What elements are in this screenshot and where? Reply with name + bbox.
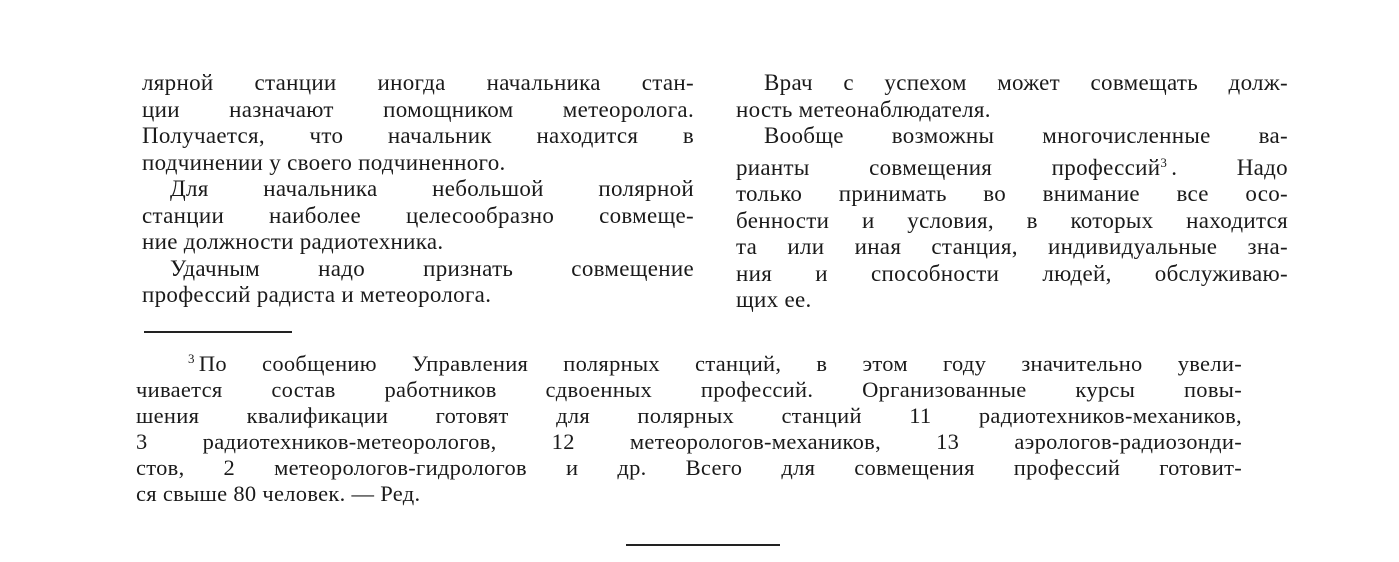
footnote-line — [136, 346, 1242, 377]
text-line: Удачным надо признать совмещение — [170, 255, 694, 281]
text-line: Получается, что начальник находится в — [142, 123, 694, 148]
text-line: Врач с успехом может совмещать долж- — [764, 70, 1288, 95]
text-line: бенности и условия, в которых находится — [736, 207, 1288, 233]
footnote-line: чивается состав работников сдвоенных профессий. Организованные курсы повы- — [136, 377, 1242, 402]
footnote-line: 3 радиотехников-метеорологов, 12 метеорологов-механиков, 13 аэрологов-радиозонди- — [136, 429, 1242, 454]
footnote-marker: 3 — [188, 351, 195, 366]
text-line: профессий радиста и метеоролога. — [142, 282, 492, 307]
text-line: ния и способности людей, обслуживаю- — [736, 260, 1288, 286]
text-line: лярной станции иногда начальника стан- — [142, 70, 694, 95]
footnote — [136, 346, 1242, 507]
footnote-line: ся свыше 80 человек. — Ред. — [136, 481, 421, 506]
footnote-line: стов, 2 метеорологов-гидрологов и др. Всего для совмещения профессий готовит- — [136, 455, 1242, 480]
text-line-with-footnote-ref: рианты совмещения профессий$^3$ . Надо — [736, 154, 1288, 180]
footnote-line: шения квалификации готовят для полярных станций 11 радиотехников-механиков, — [136, 403, 1242, 428]
text-fragment: рианты совмещения профессий — [736, 154, 1161, 180]
text-line: ции назначают помощником метеоролога. — [142, 96, 694, 122]
footnote-reference: 3 — [1160, 154, 1168, 170]
text-line: та или иная станция, индивидуальные зна- — [736, 234, 1288, 259]
text-fragment: Надо — [1236, 154, 1288, 180]
section-end-rule — [626, 544, 780, 546]
text-fragment: По сообщению Управления полярных станций, в этом году значительно увели- — [198, 351, 1242, 376]
left-column — [142, 70, 694, 309]
text-line: Для начальника небольшой полярной — [170, 176, 694, 201]
text-line: подчинении у своего подчиненного. — [142, 149, 506, 175]
text-line: ность метеонаблюдателя. — [736, 96, 991, 122]
right-column — [736, 70, 1288, 314]
text-line: только принимать во внимание все осо- — [736, 181, 1288, 206]
text-line: ние должности радиотехника. — [142, 229, 444, 254]
text-line: станции наиболее целесообразно совмеще- — [142, 202, 694, 228]
text-line: Вообще возможны многочисленные ва- — [764, 123, 1288, 148]
footnote-separator — [144, 331, 292, 333]
text-line: щих ее. — [736, 287, 812, 312]
